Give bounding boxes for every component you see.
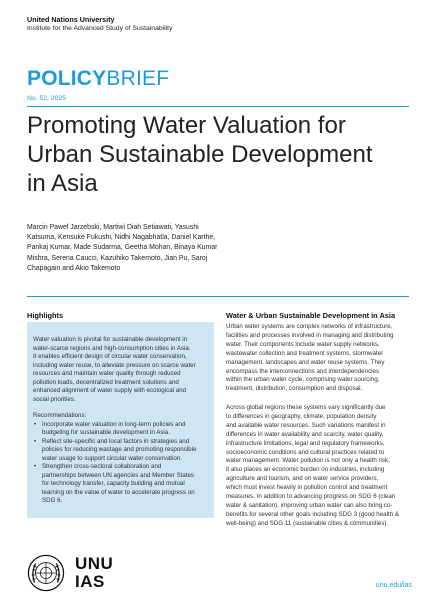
- authors: [27, 223, 227, 274]
- un-emblem-icon: [27, 554, 65, 592]
- authors-line: Mishra, Serena Caucci, Kazuhiko Takemoto, Jian Pu, Saroj: [27, 254, 208, 262]
- document-title: [27, 111, 417, 198]
- highlights-intro-line: Water valuation is pivotal for sustainable development in: [33, 336, 188, 343]
- recommendation-item: [33, 463, 211, 506]
- highlights-content: [33, 336, 211, 506]
- paragraph-line: water. Their components include water supply networks,: [226, 340, 380, 348]
- authors-line: Marcin Pawel Jarzebski, Martiwi Diah Setiawati, Yasushi: [27, 224, 199, 231]
- paragraph-line: facilities and processes involved in managing and distributing: [226, 331, 394, 339]
- issue-number: No. 52, 2025: [27, 95, 66, 102]
- highlights-intro-line: pollution loads, decentralized treatment solutions and: [33, 378, 179, 386]
- paragraph-line: benefits for several other goals including SDG 3 (good health &: [226, 510, 400, 518]
- recommendation-line: policies for reducing wastage and promoting responsible: [42, 446, 197, 453]
- highlights-intro-line: social priorities.: [33, 395, 76, 403]
- recommendation-line: partnerships between UN agencies and Member States: [42, 471, 195, 479]
- policy-word: POLICY: [27, 67, 107, 90]
- recommendation-line: • Incorporate water valuation in long-term policies and: [42, 420, 186, 428]
- paragraph-line: wastewater collection and treatment systems, stormwater: [226, 349, 384, 357]
- recommendation-line: water usage to support circular water conservation.: [42, 454, 182, 462]
- org-name: United Nations University: [27, 15, 115, 24]
- highlights-intro-line: resources and maintain water quality through reduced: [33, 370, 181, 377]
- spacer: [33, 404, 211, 412]
- website-link[interactable]: unu.edu/ias: [375, 582, 412, 589]
- paragraph-line: encompass the interconnections and interdependencies: [226, 367, 380, 375]
- highlights-intro-line: It enables efficient design of circular water conservation,: [33, 353, 187, 360]
- recommendation-item: [33, 421, 211, 438]
- paragraph-line: agriculture and tourism, and on water service providers,: [226, 475, 379, 483]
- paragraph-line: well-being) and SDG 11 (sustainable cities & communities).: [226, 519, 389, 527]
- title-line: in Asia: [27, 170, 98, 197]
- paragraph-line: infrastructure limitations, legal and regulatory frameworks,: [226, 439, 385, 447]
- authors-line: Katsuma, Kensuke Fukushi, Nidhi Nagabhatla, Daniel Karthe,: [27, 234, 216, 242]
- paragraph-line: Across global regions these systems vary significantly due: [226, 404, 386, 411]
- paragraph-line: water & sanitation), improving urban water can also bring co-: [226, 501, 393, 509]
- highlights-intro-line: including water reuse, to alleviate pressure on scarce water: [33, 361, 196, 369]
- logo-line: UNU: [75, 554, 114, 573]
- logo-wordmark: [75, 555, 113, 591]
- paragraph-line: within the urban water cycle, comprising water sourcing,: [226, 376, 380, 384]
- paragraph-line: and available water resources. Such variations manifest in: [226, 421, 386, 429]
- recommendations-list: [33, 421, 211, 506]
- recommendation-line: • Reflect site-specific and local factors in strategies and: [42, 437, 190, 445]
- logo-line: IAS: [75, 572, 105, 591]
- paragraph-line: it also places an economic burden on industries, including: [226, 466, 385, 474]
- paragraph-line: Urban water systems are complex networks of infrastructure,: [226, 323, 393, 330]
- section-heading: Water & Urban Sustainable Development in Asia: [226, 311, 396, 320]
- paragraph-line: management, landscapes and water reuse systems. They: [226, 358, 385, 366]
- paragraph-2: [226, 404, 412, 529]
- authors-line: Chapagain and Akio Takemoto: [27, 264, 121, 272]
- org-header: [27, 15, 172, 33]
- paragraph-1: [226, 323, 412, 394]
- paragraph-line: to differences in geography, climate, population density: [226, 412, 377, 420]
- org-subtitle: Institute for the Advanced Study of Sustainability: [27, 25, 173, 32]
- recommendation-line: learning on the value of water to accelerate progress on: [42, 488, 195, 496]
- highlights-heading: Highlights: [27, 311, 64, 320]
- paragraph-line: treatment, distribution, consumption and disposal.: [226, 385, 363, 393]
- paragraph-line: which must invest heavily in pollution control and treatment: [226, 484, 388, 492]
- highlights-intro-line: water-scarce regions and high-consumption cities in Asia.: [33, 344, 191, 352]
- paragraph-line: socioeconomic conditions and cultural practices related to: [226, 448, 385, 456]
- recommendation-line: SDG 6.: [42, 497, 63, 504]
- authors-line: Pankaj Kumar, Made Sudarma, Geetha Mohan, Binaya Kumar: [27, 244, 218, 252]
- highlights-intro-line: enhanced alignment of water supply with ecological and: [33, 387, 187, 394]
- title-line: Promoting Water Valuation for: [27, 112, 346, 139]
- recommendation-line: • Strengthen cross-sectoral collaboration and: [42, 463, 162, 470]
- recommendation-item: [33, 438, 211, 464]
- policy-brief-label: [27, 67, 169, 91]
- section-divider: [27, 296, 409, 297]
- paragraph-line: measures. In addition to advancing progress on SDG 6 (clean: [226, 493, 396, 501]
- unu-ias-logo: [27, 554, 113, 592]
- paragraph-line: water management. Water pollution is not only a health risk;: [226, 457, 390, 465]
- paragraph-line: differences in water availability and scarcity, water quality,: [226, 430, 384, 438]
- recommendation-line: for technology transfer, capacity building and mutual: [42, 480, 185, 487]
- top-divider: [27, 106, 409, 107]
- recommendations-label: Recommendations:: [33, 412, 87, 419]
- title-line: Urban Sustainable Development: [27, 141, 373, 168]
- recommendation-line: budgeting for sustainable development in Asia.: [42, 429, 170, 436]
- brief-word: BRIEF: [106, 67, 170, 90]
- highlights-box: [27, 322, 214, 518]
